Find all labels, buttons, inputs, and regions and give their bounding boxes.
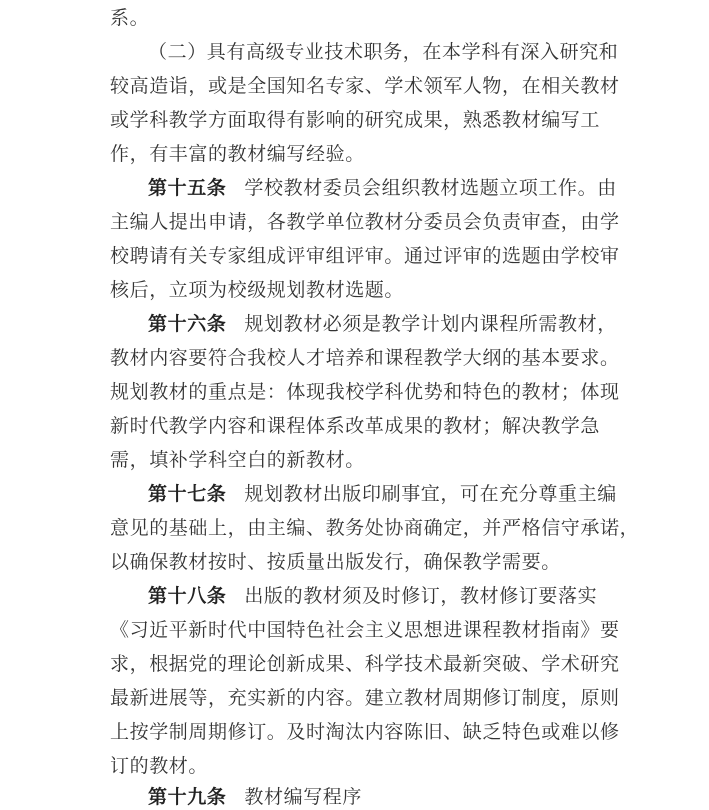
article-number: 第十九条: [148, 786, 227, 808]
paragraph-text: 教材编写程序: [244, 786, 363, 808]
paragraph-line: 《习近平新时代中国特色社会主义思想进课程教材指南》要: [110, 619, 620, 641]
paragraph-line: （二）具有高级专业技术职务，在本学科有深入研究和: [148, 41, 619, 63]
paragraph-line: 核后，立项为校级规划教材选题。: [110, 279, 405, 301]
paragraph-line: 求，根据党的理论创新成果、科学技术最新突破、学术研究: [110, 653, 620, 675]
article-16-line: [148, 313, 617, 335]
paragraph-line: 较高造诣，或是全国知名专家、学术领军人物，在相关教材: [110, 75, 620, 97]
paragraph-line: 新时代教学内容和课程体系改革成果的教材；解决教学急: [110, 415, 601, 437]
article-15-line: [148, 177, 617, 199]
paragraph-line: 最新进展等，充实新的内容。建立教材周期修订制度，原则: [110, 687, 620, 709]
paragraph-line: 需，填补学科空白的新教材。: [110, 449, 365, 471]
article-number: 第十五条: [148, 177, 227, 199]
paragraph-text: 学校教材委员会组织教材选题立项工作。由: [244, 177, 617, 199]
paragraph-line: 系。: [110, 7, 150, 29]
paragraph-text: 规划教材出版印刷事宜，可在充分尊重主编: [244, 483, 617, 505]
article-number: 第十七条: [148, 483, 227, 505]
paragraph-line: 以确保教材按时、按质量出版发行，确保教学需要。: [110, 551, 561, 573]
article-number: 第十八条: [148, 585, 227, 607]
paragraph-text: 规划教材必须是教学计划内课程所需教材，: [244, 313, 617, 335]
paragraph-line: 订的教材。: [110, 755, 209, 777]
article-17-line: [148, 483, 617, 505]
paragraph-line: 上按学制周期修订。及时淘汰内容陈旧、缺乏特色或难以修: [110, 721, 620, 743]
article-18-line: [148, 585, 597, 607]
paragraph-line: 校聘请有关专家组成评审组评审。通过评审的选题由学校审: [110, 245, 620, 267]
paragraph-line: 教材内容要符合我校人才培养和课程教学大纲的基本要求。: [110, 347, 620, 369]
paragraph-line: 规划教材的重点是：体现我校学科优势和特色的教材；体现: [110, 381, 620, 403]
article-number: 第十六条: [148, 313, 227, 335]
paragraph-line: 或学科教学方面取得有影响的研究成果，熟悉教材编写工: [110, 109, 601, 131]
paragraph-line: 意见的基础上，由主编、教务处协商确定，并严格信守承诺，: [110, 517, 640, 539]
article-19-line: [148, 786, 362, 808]
paragraph-line: 作，有丰富的教材编写经验。: [110, 143, 365, 165]
paragraph-text: 出版的教材须及时修订，教材修订要落实: [244, 585, 598, 607]
paragraph-line: 主编人提出申请，各教学单位教材分委员会负责审查，由学: [110, 211, 620, 233]
